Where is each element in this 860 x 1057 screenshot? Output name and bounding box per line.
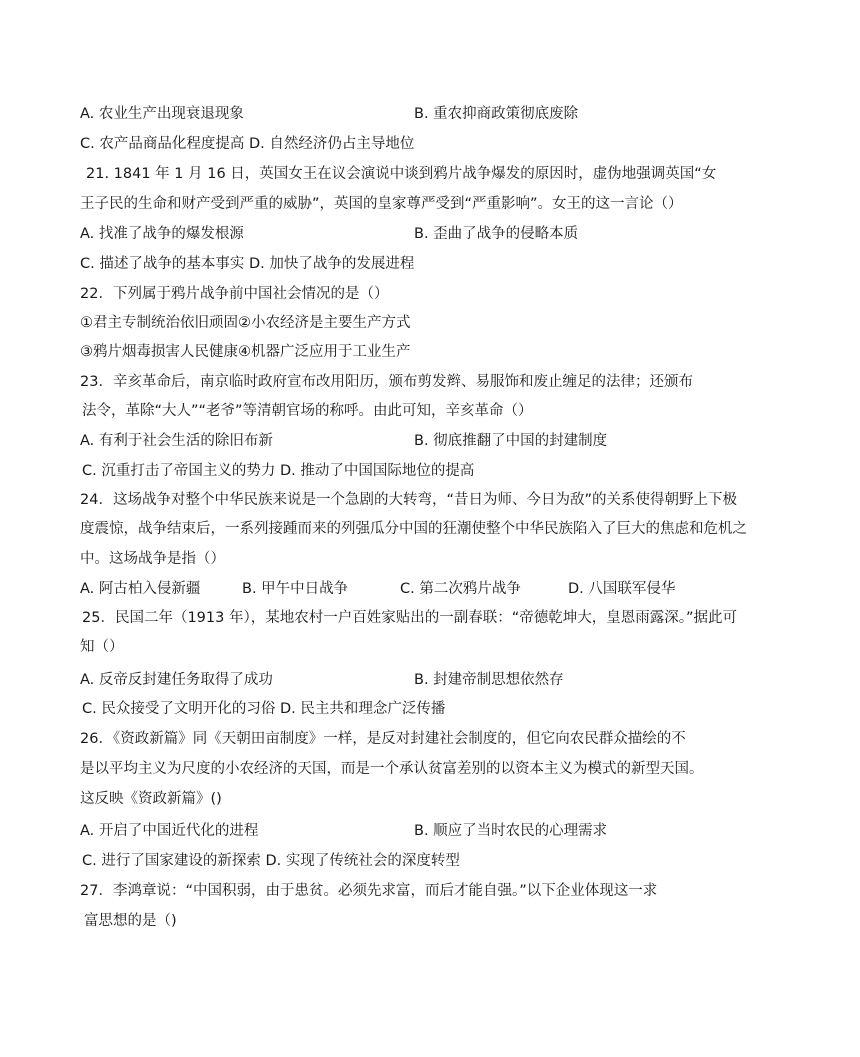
q23-stem-line2: 法令，革除“大人”“老爷”等清朝官场的称呼。由此可知，辛亥革命（） [82, 403, 533, 419]
q22-stem: 22．下列属于鸦片战争前中国社会情况的是（） [80, 286, 389, 302]
q26-option-cd: C. 进行了国家建设的新探索 D. 实现了传统社会的深度转型 [82, 853, 460, 869]
q20-option-a: A. 农业生产出现衰退现象 [80, 106, 244, 122]
q21-option-b: B. 歪曲了战争的侵略本质 [414, 226, 579, 242]
q23-option-a: A. 有利于社会生活的除旧布新 [80, 433, 273, 449]
q20-option-cd: C. 农产品商品化程度提高 D. 自然经济仍占主导地位 [80, 136, 415, 152]
q22-items-1-2: ①君主专制统治依旧顽固②小农经济是主要生产方式 [80, 315, 411, 331]
q25-option-cd: C. 民众接受了文明开化的习俗 D. 民主共和理念广泛传播 [82, 701, 446, 717]
q26-stem-line3: 这反映《资政新篇》() [80, 791, 222, 807]
q23-option-cd: C. 沉重打击了帝国主义的势力 D. 推动了中国国际地位的提高 [82, 463, 475, 479]
q26-option-b: B. 顺应了当时农民的心理需求 [414, 823, 608, 839]
q21-stem-line1: 21. 1841 年 1 月 16 日，英国女王在议会演说中谈到鸦片战争爆发的原因时，虚伪地强调英国“女 [86, 166, 717, 182]
q24-option-a: A. 阿古柏入侵新疆 [80, 581, 201, 597]
q21-option-a: A. 找准了战争的爆发根源 [80, 226, 244, 242]
q24-stem-line2: 度震惊，战争结束后，一系列接踵而来的列强瓜分中国的狂潮使整个中华民族陷入了巨大的焦虑和危机之 [80, 521, 747, 537]
q23-option-b: B. 彻底推翻了中国的封建制度 [414, 433, 608, 449]
q26-option-a: A. 开启了中国近代化的进程 [80, 823, 259, 839]
q25-option-a: A. 反帝反封建任务取得了成功 [80, 672, 273, 688]
q27-stem-line2: 富思想的是（) [84, 913, 177, 929]
q27-stem-line1: 27．李鸿章说：“中国积弱，由于患贫。必须先求富，而后才能自强。”以下企业体现这一求 [80, 883, 658, 899]
q20-option-b: B. 重农抑商政策彻底废除 [414, 106, 579, 122]
q21-stem-line2: 王子民的生命和财产受到严重的威胁”，英国的皇家尊严受到“严重影响”。女王的这一言论（） [80, 196, 683, 212]
q24-option-b: B. 甲午中日战争 [242, 581, 349, 597]
q22-items-3-4: ③鸦片烟毒损害人民健康④机器广泛应用于工业生产 [80, 344, 411, 360]
q21-option-cd: C. 描述了战争的基本事实 D. 加快了战争的发展进程 [80, 256, 415, 272]
q26-stem-line1: 26．《资政新篇》同《天朝田亩制度》一样，是反对封建社会制度的，但它向农民群众描绘的不 [80, 731, 686, 747]
q25-stem-line1: 25．民国二年（1913 年），某地农村一户百姓家贴出的一副春联：“帝德乾坤大，皇恩雨露深。”据此可 [82, 610, 737, 626]
q24-option-c: C. 第二次鸦片战争 [400, 581, 521, 597]
q25-option-b: B. 封建帝制思想依然存 [414, 672, 564, 688]
q26-stem-line2: 是以平均主义为尺度的小农经济的天国，而是一个承认贫富差别的以资本主义为模式的新型天国。 [80, 761, 704, 777]
q24-stem-line3: 中。这场战争是指（） [80, 551, 225, 567]
q25-stem-line2: 知（） [80, 639, 124, 655]
q24-option-d: D. 八国联军侵华 [568, 581, 676, 597]
q24-stem-line1: 24．这场战争对整个中华民族来说是一个急剧的大转弯，“昔日为师、今日为敌”的关系使得朝野上下极 [80, 492, 737, 508]
q23-stem-line1: 23．辛亥革命后，南京临时政府宣布改用阳历，颁布剪发辫、易服饰和废止缠足的法律；还颁布 [80, 374, 693, 390]
